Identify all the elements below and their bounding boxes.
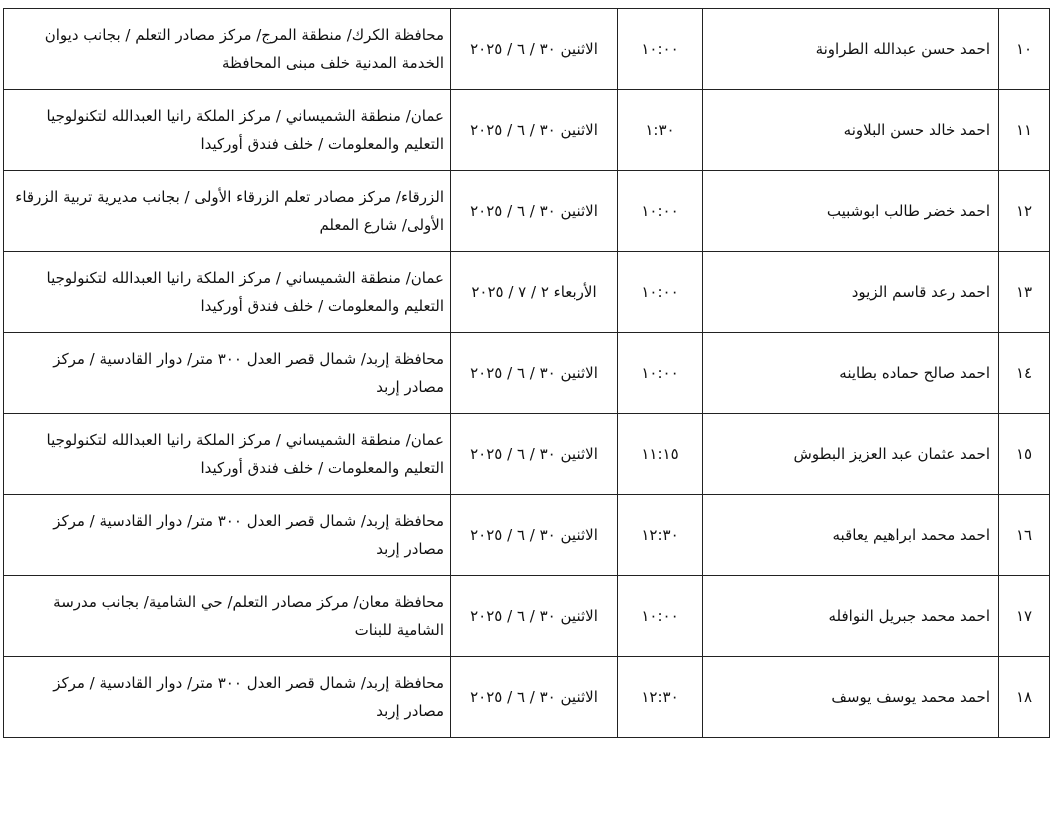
location-line-1: محافظة معان/ مركز مصادر التعلم/ حي الشامية/ بجانب مدرسة [53,593,444,611]
exam-time: ١١:١٥ [618,414,703,495]
row-number: ١١ [999,90,1050,171]
table-row [4,9,1050,90]
exam-time: ١٠:٠٠ [618,576,703,657]
table-row [4,414,1050,495]
student-name: احمد صالح حماده بطاينه [703,333,999,414]
student-name: احمد محمد يوسف يوسف [703,657,999,738]
location-line-2: مصادر إربد [376,702,444,720]
student-name: احمد حسن عبدالله الطراونة [703,9,999,90]
exam-time: ١٢:٣٠ [618,495,703,576]
location-line-2: مصادر إربد [376,540,444,558]
exam-time: ١٠:٠٠ [618,171,703,252]
exam-date: الاثنين ٣٠ / ٦ / ٢٠٢٥ [451,414,618,495]
location-line-1: الزرقاء/ مركز مصادر تعلم الزرقاء الأولى / بجانب مديرية تربية الزرقاء [15,188,444,206]
location-line-1: محافظة الكرك/ منطقة المرج/ مركز مصادر التعلم / بجانب ديوان [44,26,444,44]
location-line-1: محافظة إربد/ شمال قصر العدل ٣٠٠ متر/ دوار القادسية / مركز [53,350,444,368]
exam-date: الاثنين ٣٠ / ٦ / ٢٠٢٥ [451,576,618,657]
location-line-2: التعليم والمعلومات / خلف فندق أوركيدا [200,297,444,315]
row-number: ١٣ [999,252,1050,333]
row-number: ١٦ [999,495,1050,576]
exam-time: ١٠:٠٠ [618,9,703,90]
student-name: احمد محمد جبريل النوافله [703,576,999,657]
location-line-2: التعليم والمعلومات / خلف فندق أوركيدا [200,459,444,477]
exam-time: ١:٣٠ [618,90,703,171]
exam-date: الاثنين ٣٠ / ٦ / ٢٠٢٥ [451,171,618,252]
location-line-1: محافظة إربد/ شمال قصر العدل ٣٠٠ متر/ دوار القادسية / مركز [53,674,444,692]
row-number: ١٥ [999,414,1050,495]
location-line-2: مصادر إربد [376,378,444,396]
location-line-1: عمان/ منطقة الشميساني / مركز الملكة رانيا العبدالله لتكنولوجيا [46,269,444,287]
exam-location [4,9,451,90]
exam-date: الاثنين ٣٠ / ٦ / ٢٠٢٥ [451,495,618,576]
table-row [4,90,1050,171]
exam-time: ١٠:٠٠ [618,252,703,333]
table-row [4,576,1050,657]
exam-date: الاثنين ٣٠ / ٦ / ٢٠٢٥ [451,90,618,171]
exam-location [4,495,451,576]
table-row [4,495,1050,576]
table-row [4,171,1050,252]
student-name: احمد خضر طالب ابوشبيب [703,171,999,252]
location-line-1: عمان/ منطقة الشميساني / مركز الملكة رانيا العبدالله لتكنولوجيا [46,107,444,125]
location-line-2: الأولى/ شارع المعلم [319,216,444,234]
location-line-2: الشامية للبنات [354,621,444,639]
location-line-2: الخدمة المدنية خلف مبنى المحافظة [221,54,444,72]
table-row [4,252,1050,333]
exam-date: الاثنين ٣٠ / ٦ / ٢٠٢٥ [451,9,618,90]
row-number: ١٠ [999,9,1050,90]
student-name: احمد رعد قاسم الزيود [703,252,999,333]
location-line-1: عمان/ منطقة الشميساني / مركز الملكة رانيا العبدالله لتكنولوجيا [46,431,444,449]
exam-location [4,90,451,171]
exam-schedule-table [3,8,1050,738]
exam-location [4,333,451,414]
row-number: ١٧ [999,576,1050,657]
table-body [4,9,1050,738]
location-line-2: التعليم والمعلومات / خلف فندق أوركيدا [200,135,444,153]
exam-location [4,657,451,738]
row-number: ١٨ [999,657,1050,738]
student-name: احمد عثمان عبد العزيز البطوش [703,414,999,495]
table-row [4,333,1050,414]
location-line-1: محافظة إربد/ شمال قصر العدل ٣٠٠ متر/ دوار القادسية / مركز [53,512,444,530]
exam-date: الاثنين ٣٠ / ٦ / ٢٠٢٥ [451,657,618,738]
exam-time: ١٢:٣٠ [618,657,703,738]
exam-date: الأربعاء ٢ / ٧ / ٢٠٢٥ [451,252,618,333]
exam-location [4,171,451,252]
exam-time: ١٠:٠٠ [618,333,703,414]
exam-location [4,252,451,333]
row-number: ١٢ [999,171,1050,252]
student-name: احمد خالد حسن البلاونه [703,90,999,171]
table-row [4,657,1050,738]
exam-location [4,576,451,657]
student-name: احمد محمد ابراهيم يعاقبه [703,495,999,576]
exam-location [4,414,451,495]
exam-date: الاثنين ٣٠ / ٦ / ٢٠٢٥ [451,333,618,414]
row-number: ١٤ [999,333,1050,414]
